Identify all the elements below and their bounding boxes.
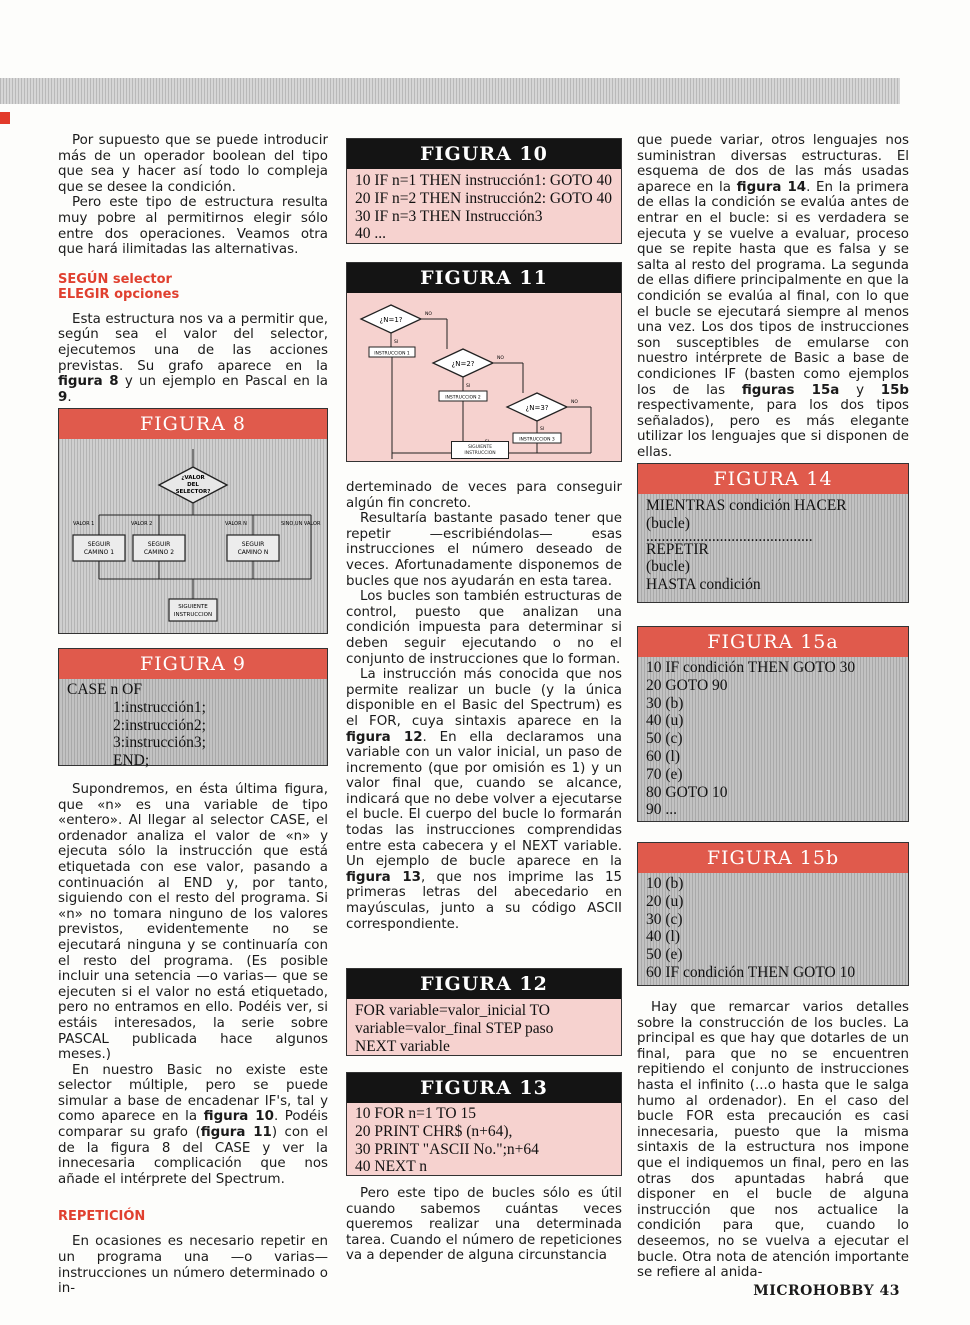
separator: ........................................... — [646, 527, 813, 545]
text: La instrucción más conocida que nos permite realizar un bucle (y la única disponible en el Basic del Spectrum) es el FOR, cuya sintaxis aparece en la — [346, 667, 622, 729]
branch-label: SINO,UN VALOR — [281, 521, 321, 527]
paragraph — [637, 133, 909, 460]
figure-ref: figura 8 — [58, 374, 119, 390]
code-line: 30 (c) — [646, 910, 683, 928]
box-text: INSTRUCCION 1 — [374, 351, 410, 357]
code-line: 30 (b) — [646, 694, 684, 712]
code-line: 1:instrucción1; — [113, 698, 206, 716]
branch-label: VALOR 1 — [73, 521, 95, 527]
figure-title: FIGURA 15b — [638, 843, 908, 873]
code-line: 10 FOR n=1 TO 15 — [355, 1105, 476, 1122]
branch-label: NO — [497, 356, 504, 361]
branch-label: SI — [540, 427, 545, 432]
figure-8-diagram — [59, 439, 327, 633]
code-line: 40 (l) — [646, 928, 681, 946]
paragraph: Pero este tipo de estructura resulta muy pobre al permitirnos elegir sólo entre dos operaciones. Veamos otra que hará ilimitadas las alternativas. — [58, 195, 328, 258]
figure-10 — [346, 138, 622, 244]
figure-title: FIGURA 12 — [347, 969, 621, 999]
code-line: 40 (u) — [646, 712, 684, 730]
figure-ref: 9 — [58, 389, 68, 405]
figure-15a-body — [638, 657, 908, 821]
box-text: SEGUIR — [87, 541, 111, 548]
figure-title: FIGURA 15a — [638, 627, 908, 657]
text: . — [67, 389, 72, 405]
figure-8 — [58, 408, 328, 634]
text: y — [839, 382, 881, 398]
box-text: INSTRUCCION — [173, 612, 213, 618]
code-line: 80 GOTO 10 — [646, 783, 728, 801]
header-band — [0, 78, 900, 104]
branch-label: NO — [571, 400, 578, 405]
code-line: CASE n OF — [67, 681, 142, 698]
figure-14 — [637, 463, 909, 603]
figure-ref: figura 10 — [203, 1109, 274, 1125]
code-line: 20 IF n=2 THEN instrucción2: GOTO 40 — [355, 189, 613, 207]
decision-text: ¿N=2? — [451, 360, 475, 368]
figure-ref: figura 14 — [736, 179, 807, 195]
text: . En ella declaramos una variable con un valor inicial, un paso de incremento (que por omisión es 1) y un valor final que, cuando se alcance, indicará que no debe volver a ejecutarse el bucle. El cuerpo del bucle lo formarán todas las instrucciones comprendidas entre esta cabecera y el NEXT variable. Un ejemplo de bucle aparece en la — [346, 729, 623, 870]
figure-15b — [637, 842, 909, 986]
figure-title: FIGURA 13 — [347, 1073, 621, 1103]
paragraph — [346, 667, 622, 932]
section-heading — [58, 272, 328, 302]
branch-label: VALOR 2 — [131, 521, 153, 527]
code-line: variable=valor_final STEP paso — [355, 1019, 554, 1037]
code-line: 50 (c) — [646, 730, 683, 748]
text: . Podéis comparar su grafo ( — [58, 1109, 328, 1141]
figure-ref: figura 13 — [346, 869, 421, 885]
text: ) con el de la figura 8 del CASE y ver la innecesaria complicación que nos añade el intérprete del Spectrum. — [58, 1125, 328, 1187]
code-line: REPETIR — [646, 540, 709, 558]
paragraph: Supondremos, en ésta última figura, que «n» es una variable de tipo «entero». Al llegar al selector CASE, el ordenador analiza el valor de «n» y ejecuta sólo la instrucción que está etiquetada con ese valor, pasando a continuación al END y, por tanto, siguiendo con el resto del programa. Si «n» no tomara ninguno de los valores previstos, evidentemente no se ejecutará ninguna y se continuaría con el resto del programa. (Es posible incluir una setencia —o varias— que se ejecuten si el valor no está etiquetado, pero no entramos en ello. Podéis ver, si estáis interesados, la serie sobre PASCAL publicada hace algunos meses.) — [58, 782, 328, 1063]
branch-label: SI — [466, 384, 471, 389]
text: y un ejemplo en Pascal en la — [118, 374, 328, 390]
code-line: 50 (e) — [646, 946, 683, 964]
paragraph: derteminado de veces para conseguir algún fin concreto. — [346, 480, 622, 511]
heading-line: ELEGIR opciones — [58, 286, 180, 302]
text: En nuestro Basic no existe este selector múltiple, pero se puede simular a base de encadenar IF's, tal y como aparece en la — [58, 1062, 328, 1125]
column-1-continued — [58, 782, 328, 1297]
figure-ref: figura 11 — [200, 1125, 272, 1141]
code-line: (bucle) — [646, 558, 690, 576]
paragraph: Pero este tipo de bucles sólo es útil cuando sabemos cuántas veces queremos realizar una determinada tarea. Cuando el número de repeticiones va a depender de alguna circunstancia — [346, 1186, 622, 1264]
figure-ref: figuras 15a — [741, 382, 840, 398]
paragraph — [58, 312, 328, 406]
text: . En la primera de ellas la condición se evalúa antes de entrar en el bucle: si es verdadera se ejecuta y se vuelve a evaluar, proceso que se repite hasta que es falsa y se salta al resto del programa. La segunda de ellas difiere principalmente en que la condición se evalúa al final, con lo que el bucle se ejecutará siempre al menos una vez. Los dos tipos de instrucciones son susceptibles de emularse con nuestro intérprete de Basic a base de condiciones IF (basten como ejemplos los de las — [637, 179, 909, 398]
code-line: 2:instrucción2; — [113, 716, 206, 734]
code-line: 20 (u) — [646, 892, 684, 910]
figure-title: FIGURA 8 — [59, 409, 327, 439]
box-text: CAMINO N — [237, 549, 269, 556]
code-line: 60 (l) — [646, 747, 681, 765]
code-line: 70 (e) — [646, 765, 683, 783]
branch-label: VALOR N — [225, 521, 247, 527]
box-text: INSTRUCCION — [464, 451, 496, 456]
code-line: 40 ... — [355, 225, 386, 243]
code-line: 10 (b) — [646, 875, 684, 892]
column-2-end — [346, 1186, 622, 1264]
figure-12-body — [347, 999, 621, 1055]
figure-9 — [58, 648, 328, 770]
box-text: INSTRUCCION 3 — [519, 437, 555, 443]
box-text: SIGUIENTE — [178, 604, 208, 610]
box-text: SIGUIENTE — [467, 445, 493, 450]
figure-title: FIGURA 9 — [59, 649, 327, 679]
figure-12 — [346, 968, 622, 1056]
code-line: 40 NEXT n — [355, 1158, 428, 1176]
figure-13-body — [347, 1103, 621, 1175]
figure-11 — [346, 262, 622, 462]
paragraph: Los bucles son también estructuras de control, puesto que analizan una condición impuesta para determinar si deben seguir ejecutando o no el conjunto de instrucciones que lo forman. — [346, 589, 622, 667]
decision-text: ¿N=3? — [525, 404, 549, 412]
figure-14-body — [638, 494, 908, 602]
box-text: SEGUIR — [147, 541, 171, 548]
decision-text: DEL — [187, 482, 199, 488]
code-line: 10 IF n=1 THEN instrucción1: GOTO 40 — [355, 172, 613, 189]
flowchart — [59, 439, 327, 633]
code-line: 20 GOTO 90 — [646, 676, 728, 694]
box-text: CAMINO 2 — [143, 549, 175, 556]
paragraph: En ocasiones es necesario repetir en un programa una —o varias— instrucciones un número determinado o in- — [58, 1234, 328, 1297]
figure-title: FIGURA 14 — [638, 464, 908, 494]
heading-line: SEGÚN selector — [58, 271, 172, 287]
code-line: HASTA condición — [646, 576, 761, 594]
code-line: 3:instrucción3; — [113, 734, 206, 752]
text: que puede variar, otros lenguajes nos suministran diversas estructuras. El esquema de dos de las más usadas aparece en la — [637, 133, 909, 195]
text: Esta estructura nos va a permitir que, según sea el valor del selector, ejecutemos una de las acciones previstas. Su grafo aparece en la — [58, 311, 328, 374]
branch-label: NO — [425, 312, 432, 317]
paragraph: Hay que remarcar varios detalles sobre la construcción de los bucles. La principal es que hay que dotarles de un final, para que no se encuentren repitiendo el conjunto de instrucciones hasta el infinito (...o hasta que le salga humo al ordenador). En el caso del bucle FOR esta precaución es casi innecesaria, puesto que la misma sintaxis de la estructura nos impone que el indiquemos un final, pero en las otras dos apuntadas habrá que disponer en el bucle de alguna instrucción que nos actualice la condición para que, cuando lo deseemos, no se vuelva a ejecutar el bucle. Otra nota de atención importante se refiere al anida- — [637, 1000, 909, 1281]
column-1 — [58, 133, 328, 405]
text: , que nos imprime las 15 primeras letras del abecedario en mayúsculas, junto a su código ASCII correspondiente. — [346, 869, 622, 932]
figure-13 — [346, 1072, 622, 1176]
figure-15a — [637, 626, 909, 822]
header-accent — [0, 112, 10, 124]
paragraph — [58, 1063, 328, 1188]
section-heading: REPETICIÓN — [58, 1209, 146, 1225]
next-instruction-box — [451, 441, 509, 459]
figure-15b-body — [638, 873, 908, 985]
page-footer: MICROHOBBY 43 — [753, 1283, 900, 1299]
code-line: END; — [113, 752, 150, 770]
code-line: 60 IF condición THEN GOTO 10 — [646, 963, 856, 981]
code-line: NEXT variable — [355, 1037, 450, 1055]
box-text: SEGUIR — [241, 541, 265, 548]
figure-10-body — [347, 169, 621, 243]
column-3-end — [637, 1000, 909, 1281]
text: respectivamente, para los dos tipos señalados), pero es más elegante utilizar los lenguajes que si disponen de ellas. — [637, 398, 909, 460]
code-line: 90 ... — [646, 801, 677, 819]
box-text: CAMINO 1 — [83, 549, 115, 556]
code-line: (bucle) — [646, 514, 690, 532]
figure-title: FIGURA 10 — [347, 139, 621, 169]
code-line: FOR variable=valor_inicial TO — [355, 1002, 550, 1019]
code-line: 30 IF n=3 THEN Instrucción3 — [355, 207, 543, 225]
figure-title: FIGURA 11 — [347, 263, 621, 293]
decision-text: ¿VALOR — [181, 475, 205, 481]
box-text: INSTRUCCION 2 — [445, 395, 481, 401]
figure-ref: figura 12 — [346, 729, 423, 745]
code-line: MIENTRAS condición HACER — [646, 497, 847, 514]
decision-text: SELECTOR? — [175, 489, 211, 495]
figure-9-body — [59, 679, 327, 770]
column-3 — [637, 133, 909, 460]
flowchart — [347, 293, 621, 461]
figure-11-diagram — [347, 293, 621, 461]
code-line: 10 IF condición THEN GOTO 30 — [646, 659, 856, 676]
branch-label: SI — [394, 340, 399, 345]
figure-ref: 15b — [880, 382, 909, 398]
column-2 — [346, 480, 622, 932]
code-line: 20 PRINT CHR$ (n+64), — [355, 1122, 513, 1140]
decision-text: ¿N=1? — [379, 316, 403, 324]
code-line: 30 PRINT "ASCII No.";n+64 — [355, 1140, 539, 1158]
paragraph: Resultaría bastante pasado tener que repetir —escribiéndolas— esas instrucciones el número deseado de veces. Afortunadamente disponemos de bucles que nos ayudarán en esta tarea. — [346, 511, 622, 589]
paragraph: Por supuesto que se puede introducir más de un operador boolean del tipo que sea y hacer así todo lo compleja que se desee la condición. — [58, 133, 328, 195]
